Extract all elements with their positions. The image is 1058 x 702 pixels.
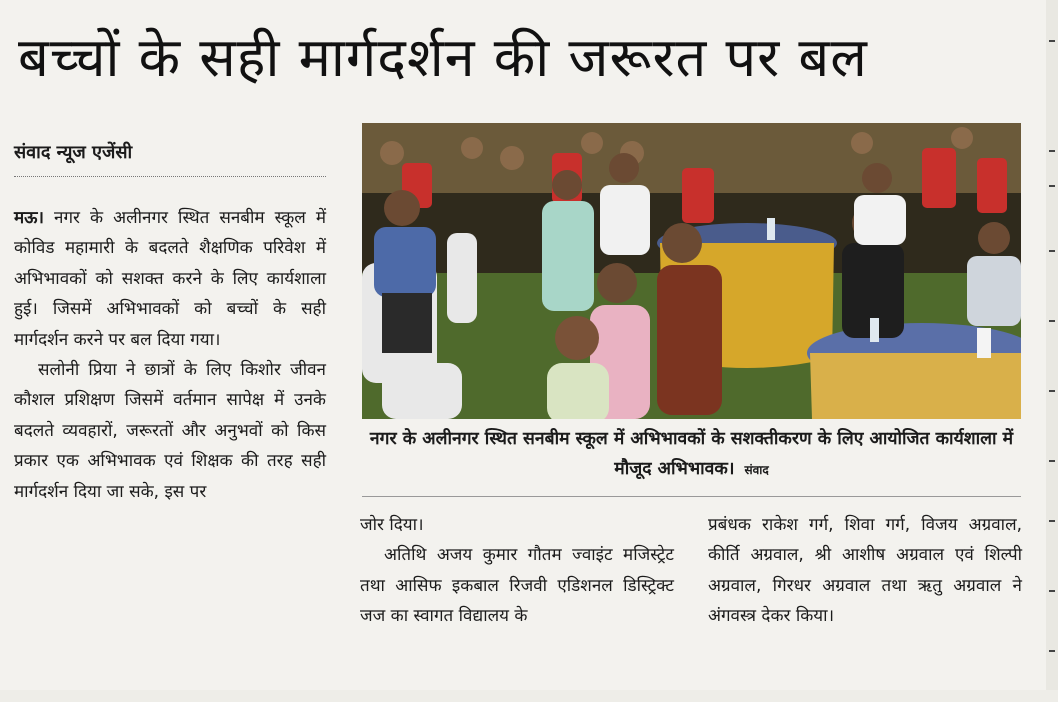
- caption-text: नगर के अलीनगर स्थित सनबीम स्कूल में अभिभावकों के सशक्तीकरण के लिए आयोजित कार्यशाला में मौजूद अभिभावक।: [369, 429, 1014, 479]
- paragraph-2: सलोनी प्रिया ने छात्रों के लिए किशोर जीवन कौशल प्रशिक्षण जिसमें वर्तमान सापेक्ष में उनके बदलते व्यवहारों, जरूरतों और अनुभवों को किस प्रकार एक अभिभावक एवं शिक्षक की तरह सही मार्गदर्शन दिया जा सके, इस पर: [14, 360, 326, 502]
- news-photo: [362, 123, 1021, 419]
- paragraph-4: अतिथि अजय कुमार गौतम ज्वाइंट मजिस्ट्रेट तथा आसिफ इकबाल रिजवी एडिशनल डिस्ट्रिक्ट जज का स्वागत विद्यालय के: [360, 545, 674, 627]
- paragraph-1-text: नगर के अलीनगर स्थित सनबीम स्कूल में कोविड महामारी के बदलते शैक्षणिक परिवेश में अभिभावकों को सशक्त करने के लिए कार्यशाला हुई। जिसमें अभिभावकों को बच्चों के सही मार्गदर्शन करने पर बल दिया गया।: [14, 208, 326, 350]
- byline: संवाद न्यूज एजेंसी: [14, 140, 326, 177]
- paragraph-1: [14, 203, 326, 355]
- paragraph-3: जोर दिया।: [360, 515, 424, 535]
- photo-credit: संवाद: [744, 463, 769, 477]
- adjacent-column-edge: [1046, 0, 1058, 702]
- headline: बच्चों के सही मार्गदर्शन की जरूरत पर बल: [18, 26, 868, 89]
- page-bottom-edge: [0, 690, 1058, 702]
- article-column-1: [14, 203, 326, 507]
- dateline: मऊ।: [14, 208, 44, 228]
- caption-divider: [362, 496, 1021, 497]
- article-column-3: [708, 510, 1022, 632]
- photo-caption: [362, 424, 1021, 485]
- paragraph-5: प्रबंधक राकेश गर्ग, शिवा गर्ग, विजय अग्रवाल, कीर्ति अग्रवाल, श्री आशीष अग्रवाल एवं शिल्पी अग्रवाल, गिरधर अग्रवाल तथा ऋतु अग्रवाल ने अंगवस्त्र देकर किया।: [708, 515, 1022, 627]
- workshop-audience-illustration: [362, 123, 1021, 419]
- article-column-2: [360, 510, 674, 632]
